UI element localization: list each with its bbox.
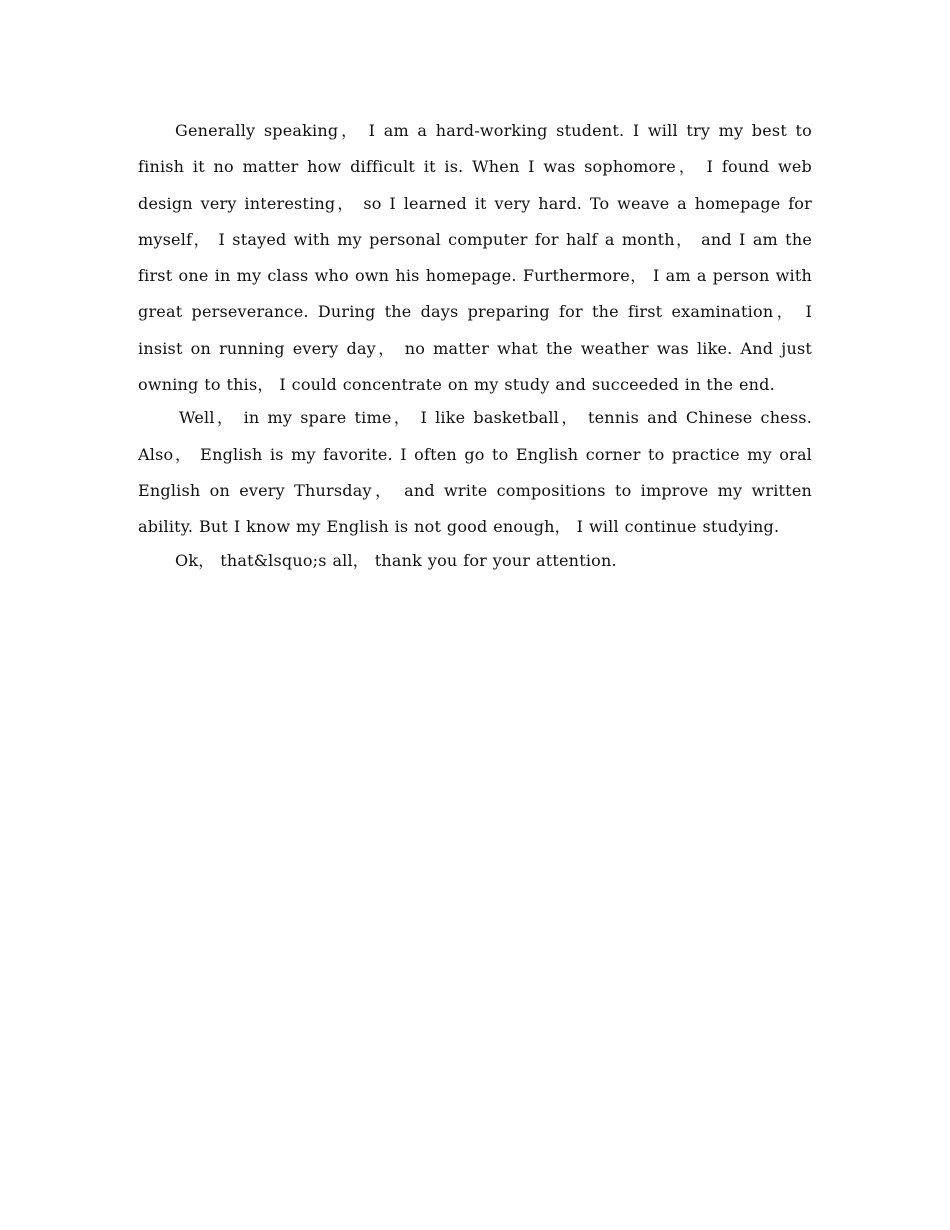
paragraph-2: Well， in my spare time， I like basketball， tennis and Chinese chess. Also， English is my favorite. I often go to English corner to practice my oral English on every Thursday， and write compositions to improve my written ability. But I know my English is not good enough， I will continue studying. <box>138 408 812 537</box>
paragraph-3: Ok， that&lsquo;s all， thank you for your attention. <box>175 550 617 570</box>
document-body <box>138 113 812 576</box>
paragraph-1: Generally speaking， I am a hard-working student. I will try my best to finish it no matter how difficult it is. When I was sophomore， I found web design very interesting， so I learned it very hard. To weave a homepage for myself， I stayed with my personal computer for half a month， and I am the first one in my class who own his homepage. Furthermore， I am a person with great perseverance. During the days preparing for the first examination， I insist on running every day， no matter what the weather was like. And just owning to this， I could concentrate on my study and succeeded in the end. <box>138 121 812 395</box>
